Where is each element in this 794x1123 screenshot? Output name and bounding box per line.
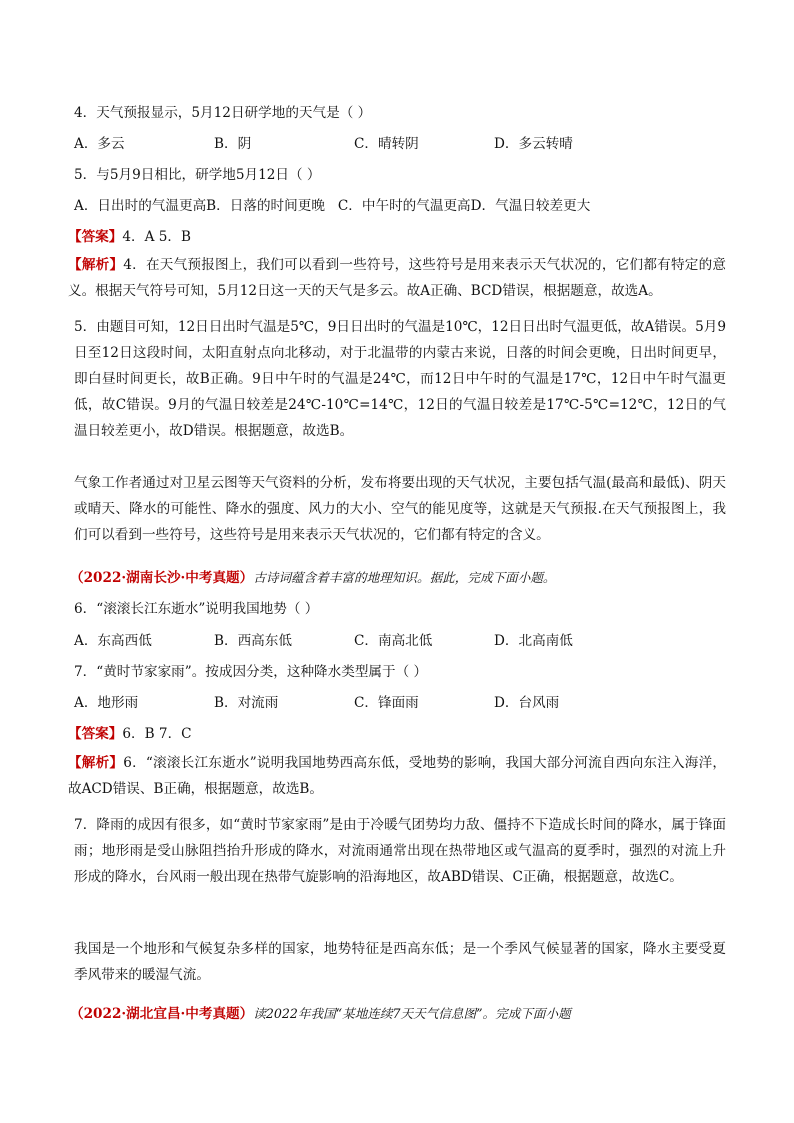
q7-option-c: C．锋面雨 xyxy=(354,695,419,711)
q5-option-b: B．日落的时间更晚 xyxy=(206,198,325,214)
answer-block-1 xyxy=(68,228,191,246)
question-6-options xyxy=(74,632,724,650)
question-4-stem: 4．天气预报显示，5月12日研学地的天气是（ ） xyxy=(74,105,372,121)
q6-option-d: D．北高南低 xyxy=(494,633,573,649)
q5-option-a: A．日出时的气温更高 xyxy=(74,198,207,214)
q6-option-a: A．东高西低 xyxy=(74,633,152,649)
answer-tag: 【答案】 xyxy=(68,229,123,245)
analysis-1-text-1: 4．在天气预报图上，我们可以看到一些符号，这些符号是用来表示天气状况的，它们都有特定的意义。根据天气符号可知，5月12日这一天的天气是多云。故A正确、BCD错误，根据题意，故选A。 xyxy=(68,257,726,299)
question-7-stem: 7．“黄时节家家雨”。按成因分类，这种降水类型属于（ ） xyxy=(74,664,428,680)
section-2-intro: 古诗词蕴含着丰富的地理知识。据此，完成下面小题。 xyxy=(253,570,556,585)
q7-option-d: D．台风雨 xyxy=(494,695,560,711)
q4-option-a: A．多云 xyxy=(74,136,125,152)
question-5-stem: 5．与5月9日相比，研学地5月12日（ ） xyxy=(74,167,321,183)
analysis-2-p1 xyxy=(68,750,726,802)
q5-option-c: C．中午时的气温更高 xyxy=(337,198,471,214)
analysis-1-p2: 5．由题目可知，12日日出时气温是5℃，9日日出时的气温是10℃，12日日出时气温更低，故A错误。5月9日至12日这段时间，太阳直射点向北移动，对于北温带的内蒙古来说，日落的时间会更晚，日出时间更早，即白昼时间更长，故B正确。9日中午时的气温是24℃，而12日中午时的气温是17℃，12日中午时气温更低，故C错误。9月的气温日较差是24℃-10℃=14℃，12日的气温日较差是17℃-5℃=12℃，12日的气温日较差更小，故D错误。根据题意，故选B。 xyxy=(74,319,726,439)
answer-tag-2: 【答案】 xyxy=(68,726,123,742)
answer-text-2: 6．B 7．C xyxy=(122,726,192,742)
question-5-options xyxy=(74,197,590,215)
question-6-stem: 6．“滚滚长江东逝水”说明我国地势（ ） xyxy=(74,601,319,617)
q7-option-b: B．对流雨 xyxy=(214,695,279,711)
q6-option-c: C．南高北低 xyxy=(354,633,433,649)
section-2-header xyxy=(70,569,556,587)
answer-text: 4．A 5．B xyxy=(122,229,191,245)
q5-option-d: D．气温日较差更大 xyxy=(470,198,591,214)
question-7-options xyxy=(74,694,724,712)
q6-option-b: B．西高东低 xyxy=(214,633,292,649)
section-3-source: （2022·湖北宜昌·中考真题） xyxy=(70,1006,254,1022)
section-3-header xyxy=(70,1005,571,1023)
q7-option-a: A．地形雨 xyxy=(74,695,139,711)
answer-block-2 xyxy=(68,725,192,743)
analysis-2-p2: 7．降雨的成因有很多，如“黄时节家家雨”是由于冷暖气团势均力敌、僵持不下造成长时间的降水，属于锋面雨；地形雨是受山脉阻挡抬升形成的降水，对流雨通常出现在热带地区或气温高的夏季时，强烈的对流上升形成的降水，台风雨一般出现在热带气旋影响的沿海地区，故ABD错误、C正确，根据题意，故选C。 xyxy=(74,817,726,885)
section-3-intro: 读2022年我国“某地连续7天天气信息图”。完成下面小题 xyxy=(253,1006,571,1021)
q4-option-c: C．晴转阴 xyxy=(354,136,419,152)
analysis-2-text-1: 6．“滚滚长江东逝水”说明我国地势西高东低，受地势的影响，我国大部分河流自西向东注入海洋，故ACD错误、B正确，根据题意，故选B。 xyxy=(68,755,727,797)
q4-option-d: D．多云转晴 xyxy=(494,136,573,152)
analysis-tag-2: 【解析】 xyxy=(68,755,124,771)
analysis-tag: 【解析】 xyxy=(68,257,124,273)
analysis-2-p3: 我国是一个地形和气候复杂多样的国家，地势特征是西高东低；是一个季风气候显著的国家，降水主要受夏季风带来的暖湿气流。 xyxy=(74,941,726,983)
analysis-1-p3: 气象工作者通过对卫星云图等天气资料的分析，发布将要出现的天气状况，主要包括气温(最高和最低)、阴天或晴天、降水的可能性、降水的强度、风力的大小、空气的能见度等，这就是天气预报.在天气预报图上，我们可以看到一些符号，这些符号是用来表示天气状况的，它们都有特定的含义。 xyxy=(74,475,726,543)
section-2-source: （2022·湖南长沙·中考真题） xyxy=(70,570,254,586)
question-4-options xyxy=(74,135,724,153)
q4-option-b: B．阴 xyxy=(214,136,252,152)
analysis-1-p1 xyxy=(68,252,726,304)
